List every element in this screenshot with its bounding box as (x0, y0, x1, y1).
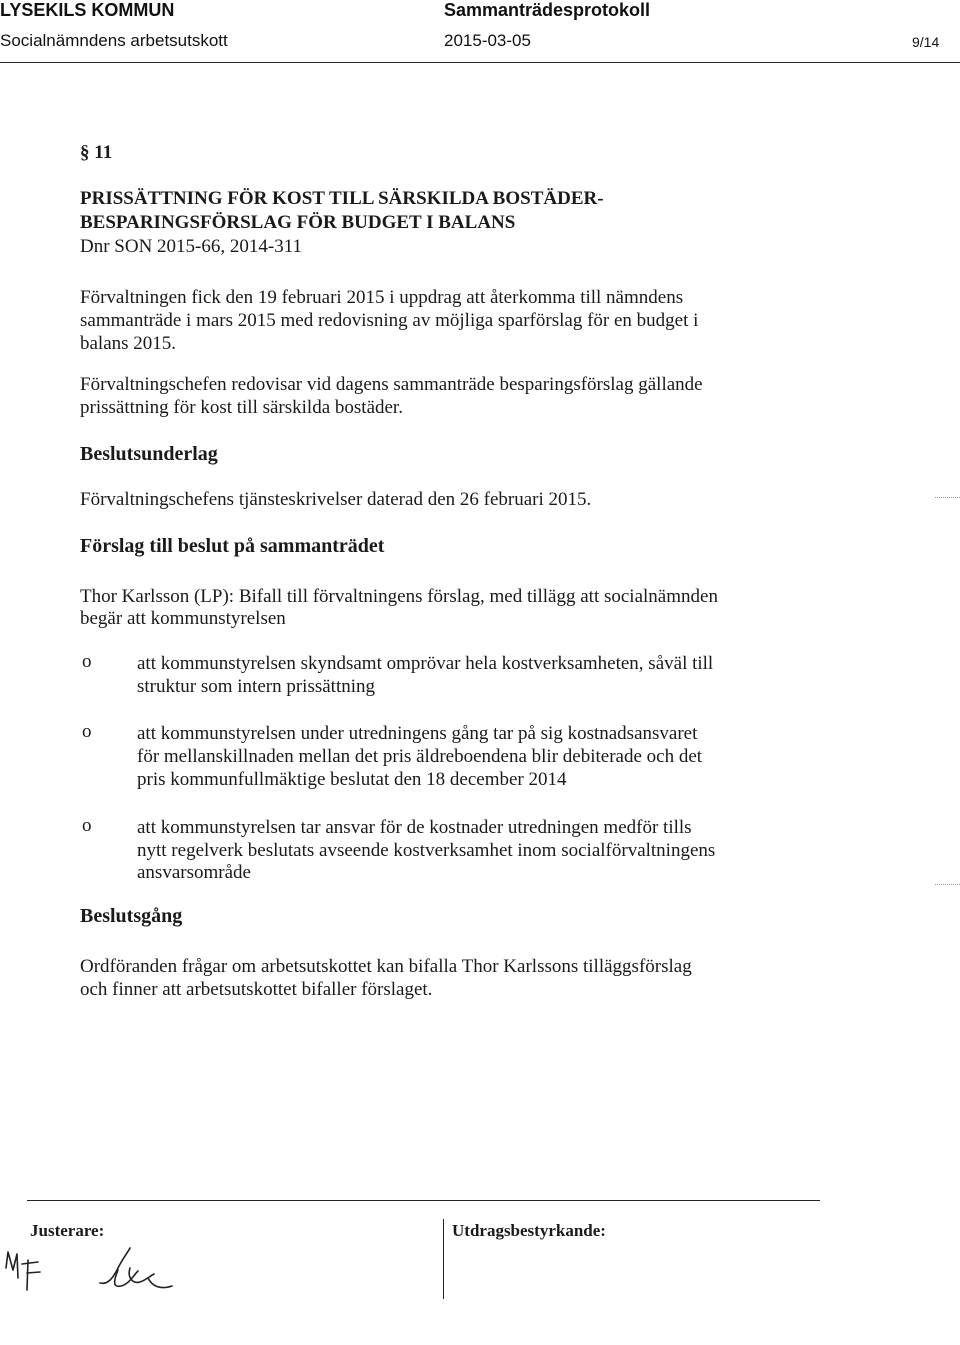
bullet-2-line-3: pris kommunfullmäktige beslutat den 18 december 2014 (137, 769, 567, 790)
header-rule (0, 62, 960, 63)
forslag-heading: Förslag till beslut på sammanträdet (80, 535, 385, 557)
bullet-marker: o (82, 815, 92, 836)
committee-name: Socialnämndens arbetsutskott (0, 31, 228, 50)
scan-mark (935, 884, 960, 885)
bullet-3-line-3: ansvarsområde (137, 862, 251, 883)
bullet-1-line-2: struktur som intern prissättning (137, 676, 376, 697)
forslag-intro-line-2: begär att kommunstyrelsen (80, 608, 286, 629)
page-number: 9/14 (912, 34, 940, 50)
bullet-2-line-2: för mellanskillnaden mellan det pris äldreboendena blir debiterade och det (137, 746, 703, 767)
section-number: § 11 (80, 142, 113, 163)
diary-number: Dnr SON 2015-66, 2014-311 (80, 236, 303, 257)
intro-p2-line-1: Förvaltningschefen redovisar vid dagens sammanträde besparingsförslag gällande (80, 374, 703, 395)
intro-p1-line-1: Förvaltningen fick den 19 februari 2015 i uppdrag att återkomma till nämndens (80, 287, 684, 308)
footer-divider (443, 1219, 444, 1299)
document-type: Sammanträdesprotokoll (444, 0, 651, 20)
beslutsgang-line-2: och finner att arbetsutskottet bifaller förslaget. (80, 979, 433, 1000)
bullet-3-line-1: att kommunstyrelsen tar ansvar för de kostnader utredningen medför tills (137, 817, 692, 838)
section-title-line-2: BESPARINGSFÖRSLAG FÖR BUDGET I BALANS (80, 212, 516, 233)
forslag-intro-line-1: Thor Karlsson (LP): Bifall till förvaltningens förslag, med tillägg att socialnämnden (80, 586, 718, 607)
justerare-label: Justerare: (30, 1221, 105, 1240)
scan-mark (935, 497, 960, 498)
beslutsunderlag-heading: Beslutsunderlag (80, 443, 218, 465)
beslutsunderlag-text: Förvaltningschefens tjänsteskrivelser daterad den 26 februari 2015. (80, 489, 592, 510)
bullet-3-line-2: nytt regelverk beslutats avseende kostverksamhet inom socialförvaltningens (137, 840, 716, 861)
bullet-1-line-1: att kommunstyrelsen skyndsamt omprövar hela kostverksamheten, såväl till (137, 653, 714, 674)
utdragsbestyrkande-label: Utdragsbestyrkande: (452, 1221, 606, 1240)
footer-rule (27, 1200, 820, 1201)
beslutsgang-line-1: Ordföranden frågar om arbetsutskottet kan bifalla Thor Karlssons tilläggsförslag (80, 956, 692, 977)
organization-name: LYSEKILS KOMMUN (0, 0, 175, 20)
bullet-marker: o (82, 651, 92, 672)
intro-p1-line-3: balans 2015. (80, 333, 177, 354)
bullet-marker: o (82, 721, 92, 742)
intro-p2-line-2: prissättning för kost till särskilda bostäder. (80, 397, 403, 418)
beslutsgang-heading: Beslutsgång (80, 905, 183, 927)
bullet-2-line-1: att kommunstyrelsen under utredningens gång tar på sig kostnadsansvaret (137, 723, 698, 744)
meeting-date: 2015-03-05 (444, 31, 531, 50)
section-title-line-1: PRISSÄTTNING FÖR KOST TILL SÄRSKILDA BOSTÄDER- (80, 188, 604, 209)
handwritten-signature (0, 1238, 200, 1308)
intro-p1-line-2: sammanträde i mars 2015 med redovisning av möjliga sparförslag för en budget i (80, 310, 699, 331)
